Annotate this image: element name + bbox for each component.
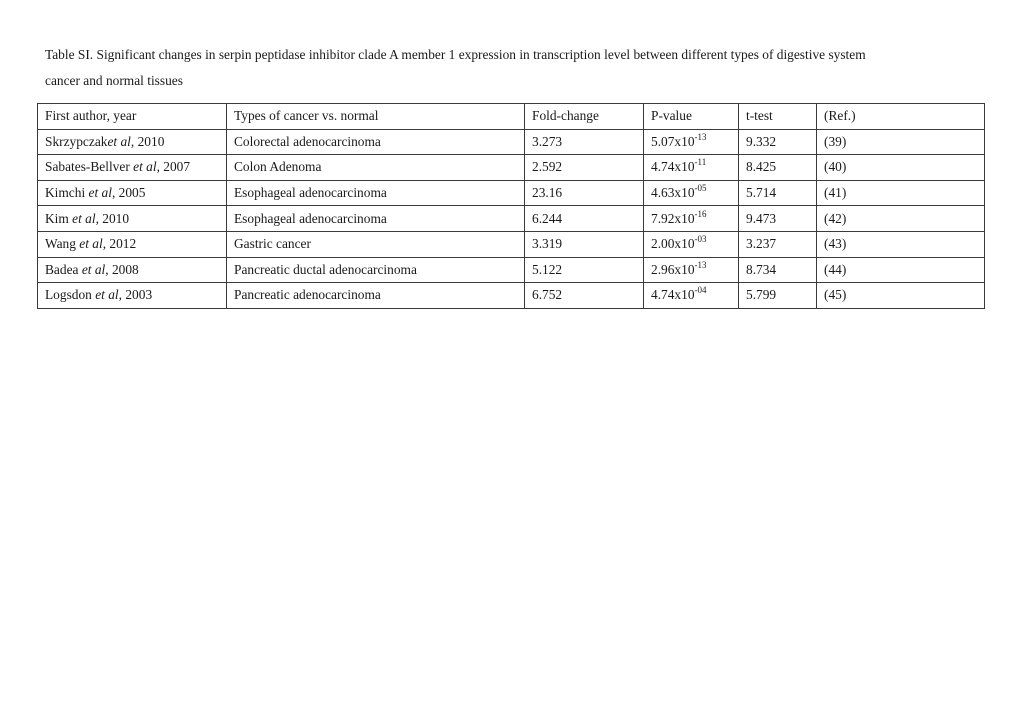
cell-p-value xyxy=(644,206,739,232)
cell-t-test: 8.425 xyxy=(739,155,817,181)
author-etal: et al xyxy=(79,236,103,252)
p-value-exponent: -11 xyxy=(694,157,707,168)
p-value-base: 4.74x10 xyxy=(651,287,695,303)
header-p-value: P-value xyxy=(644,104,739,130)
cell-fold-change: 3.319 xyxy=(525,231,644,257)
cell-ref: (40) xyxy=(817,155,985,181)
table-row xyxy=(38,206,985,232)
p-value-exponent: -05 xyxy=(694,183,707,194)
header-fold-change: Fold-change xyxy=(525,104,644,130)
cell-cancer-type: Gastric cancer xyxy=(227,231,525,257)
author-etal: et al xyxy=(81,261,106,277)
author-name: Badea xyxy=(45,261,82,277)
table-row xyxy=(38,155,985,181)
header-author: First author, year xyxy=(38,104,227,130)
cell-fold-change: 3.273 xyxy=(525,129,644,155)
author-year: , 2005 xyxy=(111,185,146,201)
table-body xyxy=(38,104,985,309)
table-caption xyxy=(45,42,985,94)
cell-p-value xyxy=(644,231,739,257)
author-year: , 2008 xyxy=(105,261,139,277)
p-value-base: 4.74x10 xyxy=(651,159,695,175)
cell-fold-change: 6.244 xyxy=(525,206,644,232)
author-etal: et al xyxy=(88,185,112,201)
cell-author xyxy=(38,231,227,257)
table-row xyxy=(38,283,985,309)
table-row xyxy=(38,257,985,283)
author-etal: et al xyxy=(107,133,131,149)
cell-author xyxy=(38,129,227,155)
cell-t-test: 9.332 xyxy=(739,129,817,155)
cell-p-value xyxy=(644,283,739,309)
author-name: Wang xyxy=(45,236,80,252)
cell-ref: (43) xyxy=(817,231,985,257)
cell-cancer-type: Esophageal adenocarcinoma xyxy=(227,206,525,232)
p-value-exponent: -16 xyxy=(694,208,707,219)
p-value-exponent: -13 xyxy=(694,259,707,270)
author-name: Skrzypczak xyxy=(45,133,108,149)
author-etal: et al xyxy=(95,287,119,303)
cell-t-test: 3.237 xyxy=(739,231,817,257)
cell-fold-change: 2.592 xyxy=(525,155,644,181)
cell-ref: (42) xyxy=(817,206,985,232)
author-year: , 2010 xyxy=(95,210,130,226)
cell-t-test: 5.799 xyxy=(739,283,817,309)
cell-fold-change: 6.752 xyxy=(525,283,644,309)
p-value-base: 2.96x10 xyxy=(651,261,695,277)
caption-line-1: Table SI. Significant changes in serpin peptidase inhibitor clade A member 1 expression in transcription level between different types of digestive system xyxy=(45,47,866,62)
cell-p-value xyxy=(644,129,739,155)
cell-cancer-type: Esophageal adenocarcinoma xyxy=(227,180,525,206)
author-etal: et al xyxy=(72,210,96,226)
p-value-exponent: -03 xyxy=(694,234,707,245)
header-ref: (Ref.) xyxy=(817,104,985,130)
author-year: , 2007 xyxy=(156,159,191,175)
author-name: Logsdon xyxy=(45,287,96,303)
p-value-exponent: -13 xyxy=(694,131,707,142)
author-name: Kimchi xyxy=(45,185,89,201)
cell-author xyxy=(38,283,227,309)
cell-p-value xyxy=(644,257,739,283)
cell-fold-change: 5.122 xyxy=(525,257,644,283)
cell-ref: (41) xyxy=(817,180,985,206)
data-table xyxy=(37,103,985,309)
author-etal: et al xyxy=(133,159,157,175)
header-t-test: t-test xyxy=(739,104,817,130)
author-year: , 2012 xyxy=(102,236,137,252)
cell-cancer-type: Pancreatic adenocarcinoma xyxy=(227,283,525,309)
cell-author xyxy=(38,257,227,283)
p-value-base: 7.92x10 xyxy=(651,210,695,226)
cell-ref: (39) xyxy=(817,129,985,155)
cell-t-test: 8.734 xyxy=(739,257,817,283)
p-value-base: 5.07x10 xyxy=(651,133,695,149)
caption-line-2: cancer and normal tissues xyxy=(45,73,183,88)
cell-p-value xyxy=(644,155,739,181)
cell-p-value xyxy=(644,180,739,206)
cell-ref: (44) xyxy=(817,257,985,283)
cell-fold-change: 23.16 xyxy=(525,180,644,206)
cell-t-test: 5.714 xyxy=(739,180,817,206)
author-name: Kim xyxy=(45,210,73,226)
cell-t-test: 9.473 xyxy=(739,206,817,232)
table-header-row xyxy=(38,104,985,130)
cell-cancer-type: Colorectal adenocarcinoma xyxy=(227,129,525,155)
cell-author xyxy=(38,155,227,181)
table-row xyxy=(38,180,985,206)
cell-cancer-type: Colon Adenoma xyxy=(227,155,525,181)
cell-author xyxy=(38,180,227,206)
author-name: Sabates-Bellver xyxy=(45,159,134,175)
header-type: Types of cancer vs. normal xyxy=(227,104,525,130)
cell-cancer-type: Pancreatic ductal adenocarcinoma xyxy=(227,257,525,283)
author-year: , 2010 xyxy=(130,133,165,149)
p-value-base: 4.63x10 xyxy=(651,185,695,201)
cell-ref: (45) xyxy=(817,283,985,309)
p-value-base: 2.00x10 xyxy=(651,236,695,252)
cell-author xyxy=(38,206,227,232)
author-year: , 2003 xyxy=(118,287,153,303)
table-row xyxy=(38,231,985,257)
p-value-exponent: -04 xyxy=(694,285,707,296)
table-row xyxy=(38,129,985,155)
